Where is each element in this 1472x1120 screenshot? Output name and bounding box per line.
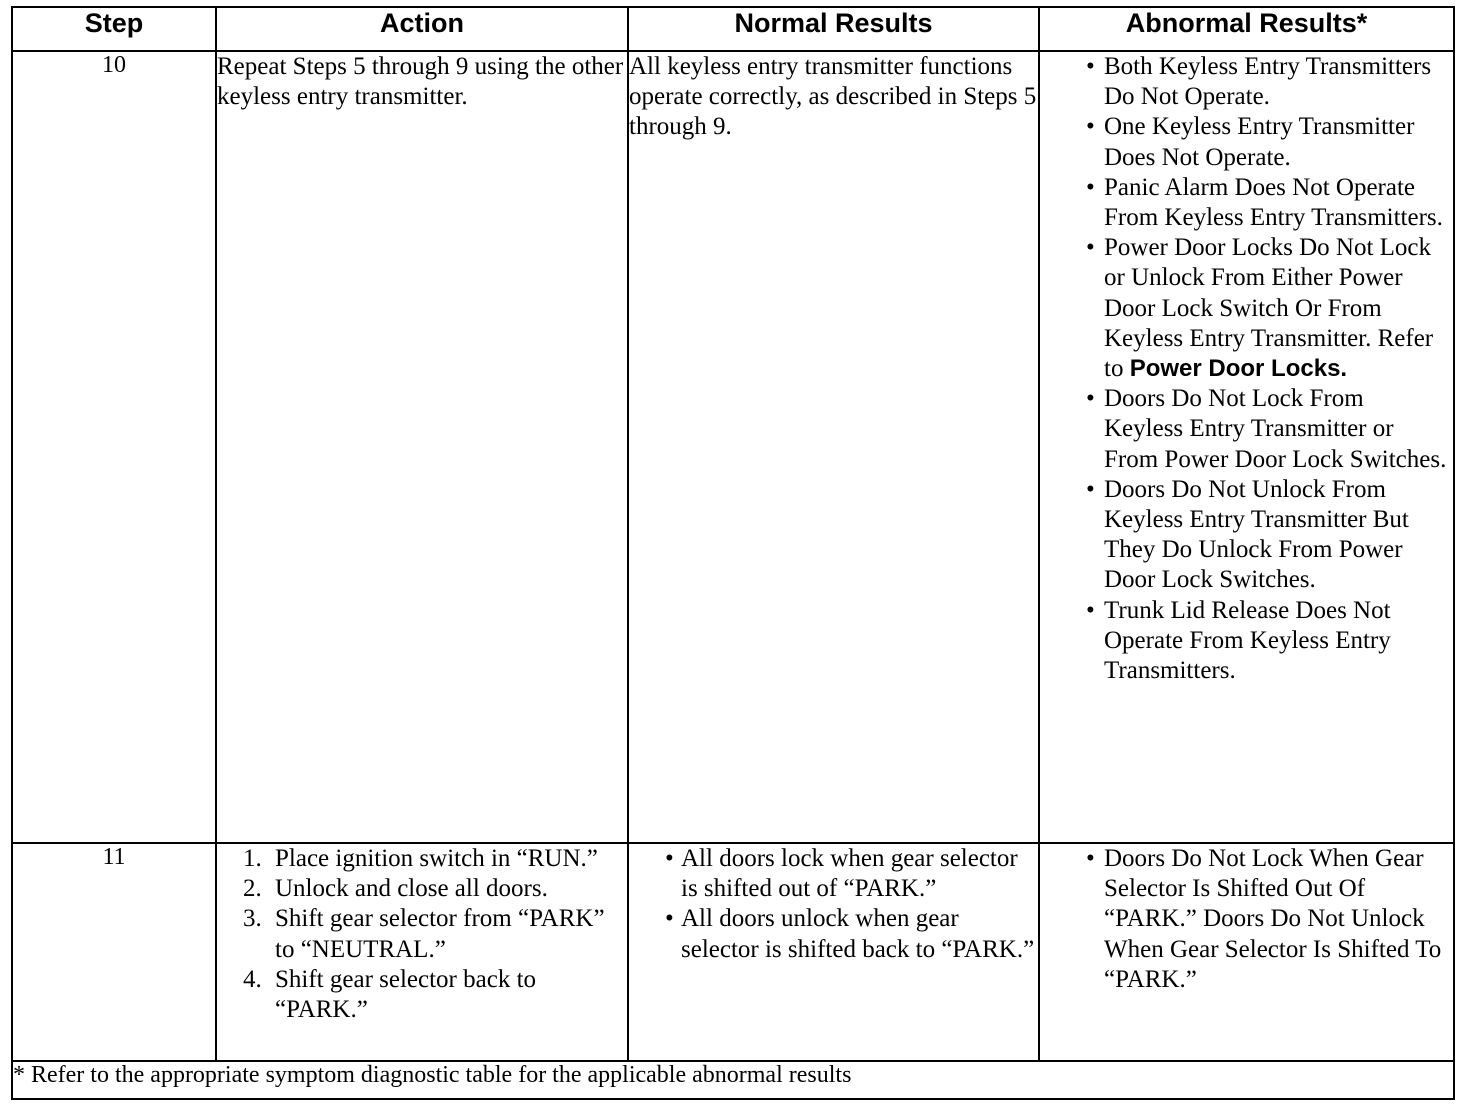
abnormal-results-list bbox=[1046, 52, 1449, 686]
list-item: • All doors unlock when gear selector is shifted back to “PARK.” bbox=[629, 904, 1038, 964]
step-number: 11 bbox=[12, 843, 216, 1061]
list-item: • Doors Do Not Lock From Keyless Entry Transmitter or From Power Door Lock Switches. bbox=[1046, 384, 1449, 475]
list-item: • Doors Do Not Lock When Gear Selector Is Shifted Out Of “PARK.” Doors Do Not Unlock When Gear Selector Is Shifted To “PARK.” bbox=[1046, 844, 1449, 995]
step-text: Shift gear selector from “PARK” to “NEUTRAL.” bbox=[275, 905, 605, 963]
step-index: 3. bbox=[243, 905, 262, 933]
normal-results-cell bbox=[628, 843, 1039, 1061]
document-page bbox=[11, 6, 1453, 1114]
list-item: • Trunk Lid Release Does Not Operate From Keyless Entry Transmitters. bbox=[1046, 596, 1449, 687]
header-normal-results: Normal Results bbox=[628, 7, 1039, 51]
step-index: 1. bbox=[243, 845, 262, 872]
step-index: 4. bbox=[243, 965, 262, 993]
table-row bbox=[12, 843, 1454, 1061]
step-number: 10 bbox=[12, 51, 216, 843]
list-item bbox=[217, 965, 627, 1025]
header-abnormal-results: Abnormal Results* bbox=[1039, 7, 1454, 51]
header-step: Step bbox=[12, 7, 216, 51]
footnote-row bbox=[12, 1061, 1454, 1099]
header-action: Action bbox=[216, 7, 628, 51]
abnormal-results-cell bbox=[1039, 51, 1454, 843]
list-item: • Doors Do Not Unlock From Keyless Entry Transmitter But They Do Unlock From Power Door Lock Switches. bbox=[1046, 475, 1449, 596]
list-item bbox=[217, 904, 627, 964]
action-cell bbox=[216, 843, 628, 1061]
list-item: • Both Keyless Entry Transmitters Do Not Operate. bbox=[1046, 52, 1449, 112]
abnormal-results-cell bbox=[1039, 843, 1454, 1061]
table-header-row bbox=[12, 7, 1454, 51]
diagnostic-table bbox=[11, 6, 1455, 1100]
normal-results-cell: All keyless entry transmitter functions operate correctly, as described in Steps 5 through 9. bbox=[628, 51, 1039, 843]
cross-reference-link[interactable]: Power Door Locks. bbox=[1129, 355, 1348, 383]
footnote: * Refer to the appropriate symptom diagnostic table for the applicable abnormal results bbox=[12, 1061, 1454, 1099]
list-item-text: Power Door Locks Do Not Lock or Unlock From Either Power Door Lock Switch Or From Keyless Entry Transmitter. Refer to bbox=[1104, 234, 1434, 383]
action-steps-list bbox=[217, 844, 627, 1025]
list-item bbox=[217, 874, 627, 904]
step-text: Unlock and close all doors. bbox=[275, 875, 548, 903]
list-item bbox=[217, 844, 627, 874]
step-text: Place ignition switch in “RUN.” bbox=[275, 845, 598, 872]
table-row bbox=[12, 51, 1454, 843]
abnormal-results-list bbox=[1046, 844, 1449, 995]
list-item: • Panic Alarm Does Not Operate From Keyless Entry Transmitters. bbox=[1046, 173, 1449, 233]
list-item bbox=[1046, 233, 1449, 384]
step-text: Shift gear selector back to “PARK.” bbox=[275, 965, 537, 1024]
action-cell: Repeat Steps 5 through 9 using the other keyless entry transmitter. bbox=[216, 51, 628, 843]
normal-results-list bbox=[629, 844, 1038, 965]
list-item: • One Keyless Entry Transmitter Does Not Operate. bbox=[1046, 112, 1449, 172]
list-item: • All doors lock when gear selector is shifted out of “PARK.” bbox=[629, 844, 1038, 904]
step-index: 2. bbox=[243, 875, 262, 903]
